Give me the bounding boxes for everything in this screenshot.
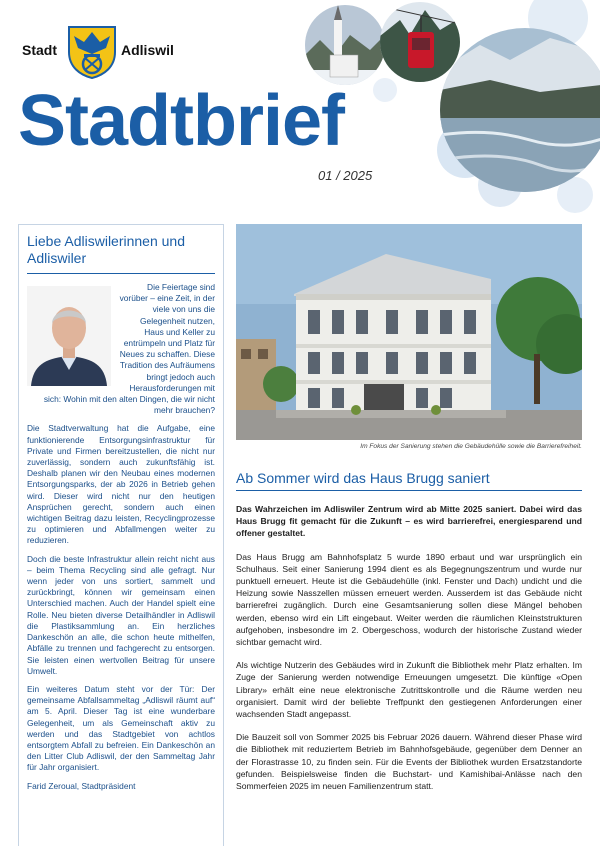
article-paragraph-1: Das Haus Brugg am Bahnhofsplatz 5 wurde 1890 erbaut und war ursprünglich ein Schulhaus. Seit einer Sanierung 1994 dient es als Begegnungszentrum und wurde nur punktuell erneuert. Heute ist die Gebäudehülle (inkl. Fenster und Dach) undicht und die Heizung sowie Nasszellen müssen erneuert werden. Ausserdem ist das Gebäude nicht barrierefrei zugänglich. Durch eine Gesamtsanierung sollen diese Mängel behoben werden, ebenso wird ein Lift eingebaut. Weiter werden die räumlichen Kleinststrukturen aufgehoben, insbesondre im 2. Obergeschoss, wodurch der historische Zustand wieder sichtbar gemacht wird. — [236, 551, 582, 648]
article-body — [236, 503, 582, 803]
letter-divider — [27, 273, 215, 274]
article-divider — [236, 490, 582, 491]
brand-word-adliswil: Adliswil — [121, 42, 174, 58]
photo-caption: Im Fokus der Sanierung stehen die Gebäudehülle sowie die Barrierefreiheit. — [360, 443, 582, 450]
editorial-letter — [18, 224, 224, 846]
article-headline: Ab Sommer wird das Haus Brugg saniert — [236, 470, 490, 486]
header-photo-bubbles — [290, 0, 600, 215]
article-lead: Das Wahrzeichen im Adliswiler Zentrum wird ab Mitte 2025 saniert. Dabei wird das Haus Brugg fit gemacht für die Zukunft – es wird barrierefrei, energiesparend und offener gestaltet. — [236, 504, 582, 539]
issue-number: 01 / 2025 — [318, 168, 373, 183]
article-paragraph-2: Als wichtige Nutzerin des Gebäudes wird in Zukunft die Bibliothek mehr Platz erhalten. Im Zuge der Sanierung werden notwendige Erneuungen umgesetzt. Die künftige «Open Library» erhält eine neue elektronische Zutrittskontrolle und die Räume werden neu organisiert. Damit wird der beliebte Treffpunkt den gestiegenen Anforderungen einer wachsenden Stadt angepasst. — [236, 660, 582, 720]
mayor-portrait — [27, 286, 111, 386]
letter-paragraph-1: Die Feiertage sind vorüber – eine Zeit, in der viele von uns die Gelegenheit nutzen, Haus und Keller zu entrümpeln und Platz für Neues zu schaffen. Diese Tradition des Aufräumens bringt jedoch auch Herausforderungen mit sich: Wohin mit den alten Dingen, die wir nicht mehr brauchen? — [43, 282, 215, 416]
brand-word-stadt: Stadt — [22, 42, 57, 58]
letter-heading: Liebe Adliswilerinnen und Adliswiler — [27, 233, 185, 266]
letter-paragraph-2: Die Stadtverwaltung hat die Aufgabe, eine funktionierende Entsorgungsinfrastruktur für Private und Firmen bereitzustellen, die nicht nur zuverlässig, sondern auch zukunftsfähig ist. Deshalb planen wir den Neubau eines modernen Entsorgungsparks, der ab 2026 in Betrieb gehen wird. Dieser wird nicht nur den heutigen Ansprüchen gerecht, sondern auch einen wichtigen Beitrag dazu leisten, Recyclingprozesse zu optimieren und Abfallmengen weiter zu reduzieren. — [27, 423, 215, 546]
letter-signature: Farid Zeroual, Stadtpräsident — [27, 780, 136, 791]
letter-paragraph-4: Ein weiteres Datum steht vor der Tür: Der gemeinsame Abfallsammeltag „Adliswil räumt auf“ am 5. April. Dieser Tag ist eine wunderbare Gelegenheit, um als Gemeinschaft aktiv zu werden und das Stadtgebiet von achtlos entsorgtem Abfall zu befreien. Ein Dankeschön an den Litter Club Adliswil, der den Sammeltag Jahr für Jahr organisiert. — [27, 683, 215, 773]
city-crest-icon — [66, 24, 118, 80]
article-paragraph-3: Die Bauzeit soll von Sommer 2025 bis Februar 2026 dauern. Während dieser Phase wird die Bibliothek mit reduziertem Betrieb im Bahnhofsgebäude, gegenüber dem Denner an der Florastrasse 10, zu finden sein. Für die Events der Bibliothek wurden Ersatzstandorte gefunden. Beispielsweise finden die Buchstart- und Kamishibai-Anlässe nach den Sommerfeien 2025 im neuen Familienzentrum statt. — [236, 732, 582, 792]
haus-brugg-photo — [236, 224, 582, 440]
letter-paragraph-3: Doch die beste Infrastruktur allein reicht nicht aus – beim Thema Recycling sind alle gefragt. Nur wenn jeder von uns sortiert, sammelt und zurückbringt, können wir gemeinsam einen Unterschied machen. Auch der Handel spielt eine Rolle. Neu bieten diverse Detailhändler in Adliswil die Plastiksammlung an. Ein herzliches Dankeschön an alle, die schon heute mithelfen, Abfälle zu trennen und fachgerecht zu entsorgen. Sie leisten einen wertvollen Beitrag für unsere Umwelt. — [27, 553, 215, 676]
newsletter-title: Stadtbrief — [18, 81, 345, 161]
